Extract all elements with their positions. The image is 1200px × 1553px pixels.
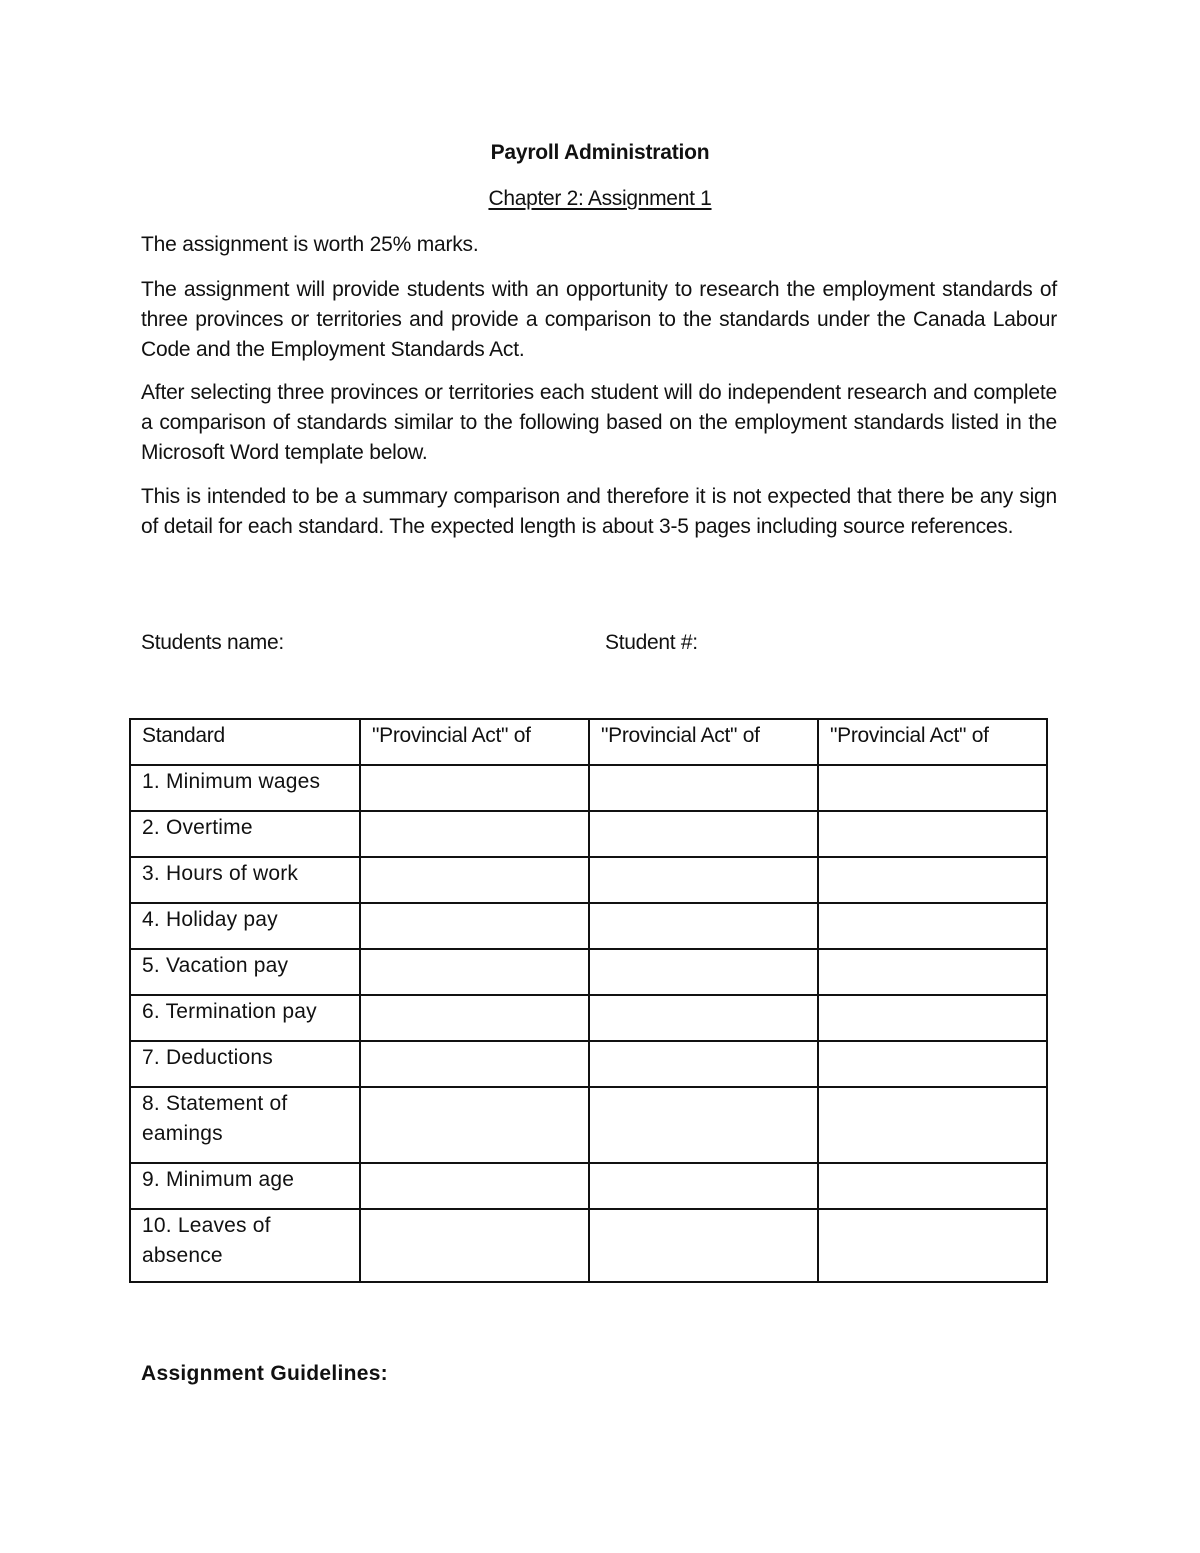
province-2-cell[interactable] — [589, 1209, 818, 1282]
table-row — [130, 857, 1047, 903]
standard-cell: 9. Minimum age — [130, 1163, 360, 1209]
standard-cell: 10. Leaves of absence — [130, 1209, 360, 1282]
header-standard: Standard — [130, 719, 360, 765]
table-row — [130, 1163, 1047, 1209]
paragraph-length: This is intended to be a summary comparison and therefore it is not expected that there be any sign of detail for each standard. The expected length is about 3-5 pages including source references. — [141, 485, 1057, 538]
standard-cell: 4. Holiday pay — [130, 903, 360, 949]
province-2-cell[interactable] — [589, 1163, 818, 1209]
standard-cell: 7. Deductions — [130, 1041, 360, 1087]
standard-cell: 2. Overtime — [130, 811, 360, 857]
document-title: Payroll Administration — [490, 141, 710, 164]
standards-comparison-table — [129, 718, 1048, 1283]
province-1-cell[interactable] — [360, 903, 589, 949]
province-1-cell[interactable] — [360, 1041, 589, 1087]
document-subtitle: Chapter 2: Assignment 1 — [488, 187, 712, 210]
header-provincial-act-2: "Provincial Act" of — [589, 719, 818, 765]
table-row — [130, 995, 1047, 1041]
standard-cell: 8. Statement of eamings — [130, 1087, 360, 1163]
table-row — [130, 1041, 1047, 1087]
province-3-cell[interactable] — [818, 811, 1047, 857]
province-1-cell[interactable] — [360, 1087, 589, 1163]
province-3-cell[interactable] — [818, 857, 1047, 903]
province-3-cell[interactable] — [818, 765, 1047, 811]
province-2-cell[interactable] — [589, 1087, 818, 1163]
province-1-cell[interactable] — [360, 949, 589, 995]
table-row — [130, 1209, 1047, 1282]
standard-cell: 6. Termination pay — [130, 995, 360, 1041]
province-3-cell[interactable] — [818, 1041, 1047, 1087]
table-row — [130, 765, 1047, 811]
province-1-cell[interactable] — [360, 1163, 589, 1209]
province-2-cell[interactable] — [589, 765, 818, 811]
student-number-label: Student #: — [605, 631, 698, 654]
province-1-cell[interactable] — [360, 811, 589, 857]
province-2-cell[interactable] — [589, 995, 818, 1041]
province-2-cell[interactable] — [589, 811, 818, 857]
province-1-cell[interactable] — [360, 765, 589, 811]
table-header-row — [130, 719, 1047, 765]
table-row — [130, 949, 1047, 995]
header-provincial-act-1: "Provincial Act" of — [360, 719, 589, 765]
standard-cell: 5. Vacation pay — [130, 949, 360, 995]
province-2-cell[interactable] — [589, 903, 818, 949]
standard-cell: 1. Minimum wages — [130, 765, 360, 811]
province-2-cell[interactable] — [589, 1041, 818, 1087]
province-1-cell[interactable] — [360, 857, 589, 903]
table-row — [130, 811, 1047, 857]
province-1-cell[interactable] — [360, 1209, 589, 1282]
paragraph-instructions: After selecting three provinces or territories each student will do independent research and complete a comparison of standards similar to the following based on the employment standards listed in the Microsoft Word template below. — [141, 381, 1057, 464]
student-name-label: Students name: — [141, 631, 284, 654]
province-3-cell[interactable] — [818, 995, 1047, 1041]
province-1-cell[interactable] — [360, 995, 589, 1041]
assignment-guidelines-heading: Assignment Guidelines: — [141, 1362, 388, 1385]
province-3-cell[interactable] — [818, 1163, 1047, 1209]
province-3-cell[interactable] — [818, 1209, 1047, 1282]
province-3-cell[interactable] — [818, 903, 1047, 949]
paragraph-worth: The assignment is worth 25% marks. — [141, 233, 479, 256]
table-row — [130, 1087, 1047, 1163]
province-2-cell[interactable] — [589, 949, 818, 995]
province-3-cell[interactable] — [818, 949, 1047, 995]
province-3-cell[interactable] — [818, 1087, 1047, 1163]
header-provincial-act-3: "Provincial Act" of — [818, 719, 1047, 765]
province-2-cell[interactable] — [589, 857, 818, 903]
table-row — [130, 903, 1047, 949]
standard-cell: 3. Hours of work — [130, 857, 360, 903]
paragraph-purpose: The assignment will provide students with an opportunity to research the employment standards of three provinces or territories and provide a comparison to the standards under the Canada Labour Code and the Employment Standards Act. — [141, 278, 1057, 361]
